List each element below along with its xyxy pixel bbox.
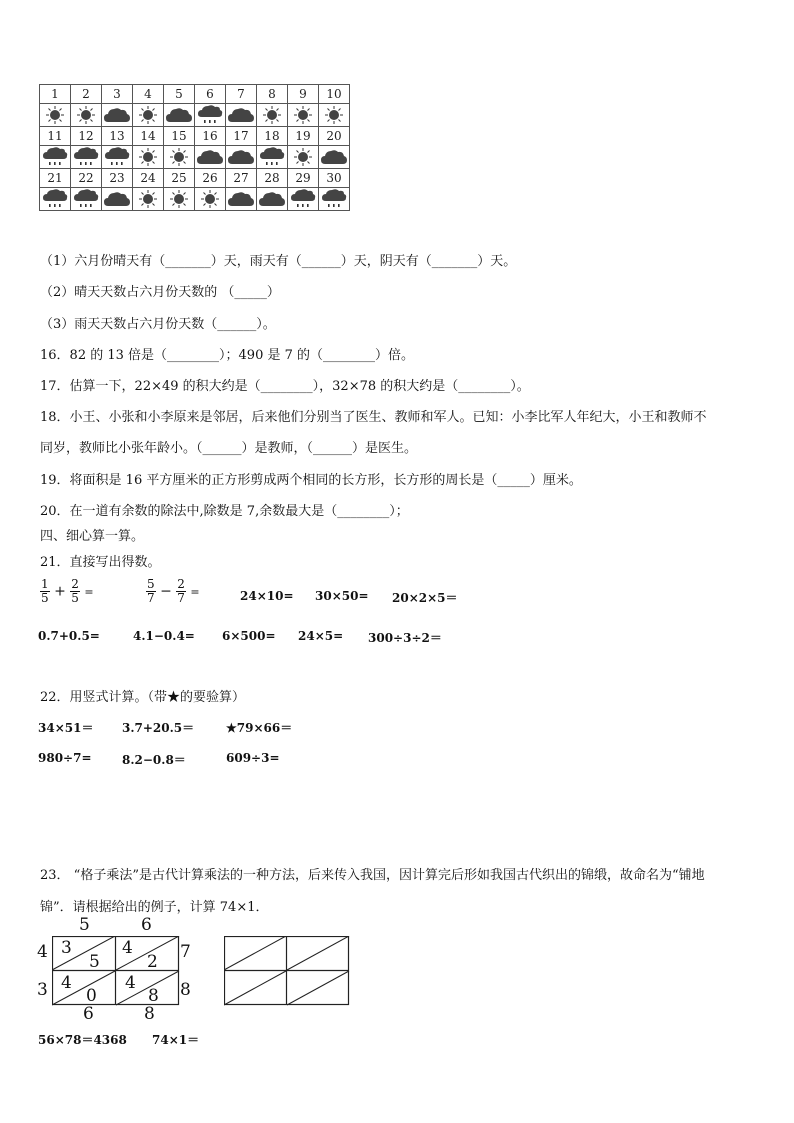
lattice-bottom-digit: 8 bbox=[144, 1004, 155, 1024]
cloud-icon bbox=[226, 146, 257, 169]
rain-cloud-icon bbox=[71, 146, 102, 169]
calendar-day-number: 29 bbox=[288, 169, 319, 188]
question-18-line1: 18．小王、小张和小李原来是邻居，后来他们分别当了医生、教师和军人。已知：小李比军人年纪大，小王和教师不 bbox=[40, 410, 707, 425]
lattice-answer-caption: 74×1＝ bbox=[152, 1033, 200, 1047]
lattice-cell-digit: 4 bbox=[122, 938, 133, 958]
rain-cloud-icon bbox=[40, 146, 71, 169]
calendar-day-number: 10 bbox=[319, 85, 350, 104]
frac2-equals: = bbox=[190, 585, 200, 599]
cloud-icon bbox=[102, 104, 133, 127]
calendar-day-number: 19 bbox=[288, 127, 319, 146]
sun-icon bbox=[164, 188, 195, 211]
lattice-answer-grid[interactable] bbox=[224, 936, 350, 1006]
frac2-numerator-a: 5 bbox=[147, 577, 155, 591]
sun-icon bbox=[133, 146, 164, 169]
calendar-day-number: 14 bbox=[133, 127, 164, 146]
calendar-day-number: 11 bbox=[40, 127, 71, 146]
lattice-cell-digit: 0 bbox=[86, 986, 97, 1006]
oral-calc-item: 6×500= bbox=[222, 629, 276, 643]
lattice-left-digit: 3 bbox=[37, 980, 48, 1000]
calendar-day-number: 23 bbox=[102, 169, 133, 188]
calendar-day-number: 5 bbox=[164, 85, 195, 104]
rain-cloud-icon bbox=[288, 188, 319, 211]
frac1-numerator-a: 1 bbox=[41, 577, 49, 591]
frac2-operator: − bbox=[160, 583, 172, 600]
calendar-day-number: 12 bbox=[71, 127, 102, 146]
lattice-cell-digit: 5 bbox=[89, 952, 100, 972]
question-16: 16．82 的 13 倍是（________）；490 是 7 的（________）倍。 bbox=[40, 348, 415, 363]
calendar-day-number: 17 bbox=[226, 127, 257, 146]
frac1-denominator-a: 5 bbox=[41, 591, 49, 605]
lattice-example-caption: 56×78＝4368 bbox=[38, 1033, 127, 1047]
question-17: 17．估算一下，22×49 的积大约是（________），32×78 的积大约是（________）。 bbox=[40, 379, 530, 394]
calendar-day-number: 20 bbox=[319, 127, 350, 146]
cloud-icon bbox=[257, 188, 288, 211]
q15-part1: （1）六月份晴天有（_______）天，雨天有（______）天，阴天有（_______）天。 bbox=[40, 254, 517, 269]
frac1-operator: + bbox=[54, 583, 66, 600]
calendar-day-number: 4 bbox=[133, 85, 164, 104]
cloud-icon bbox=[319, 146, 350, 169]
vertical-calc-item: 980÷7= bbox=[38, 751, 92, 765]
lattice-top-digit: 6 bbox=[141, 915, 152, 935]
rain-cloud-icon bbox=[257, 146, 288, 169]
calendar-day-number: 13 bbox=[102, 127, 133, 146]
calendar-day-number: 1 bbox=[40, 85, 71, 104]
lattice-cell-digit: 4 bbox=[61, 973, 72, 993]
question-19: 19．将面积是 16 平方厘米的正方形剪成两个相同的长方形，长方形的周长是（_____）厘米。 bbox=[40, 473, 582, 488]
cloud-icon bbox=[164, 104, 195, 127]
rain-cloud-icon bbox=[195, 104, 226, 127]
calendar-day-number: 30 bbox=[319, 169, 350, 188]
cloud-icon bbox=[195, 146, 226, 169]
sun-icon bbox=[71, 104, 102, 127]
calendar-day-number: 27 bbox=[226, 169, 257, 188]
sun-icon bbox=[133, 188, 164, 211]
vertical-calc-item: 3.7+20.5＝ bbox=[122, 721, 195, 735]
rain-cloud-icon bbox=[102, 146, 133, 169]
sun-icon bbox=[257, 104, 288, 127]
calendar-day-number: 6 bbox=[195, 85, 226, 104]
calendar-day-number: 15 bbox=[164, 127, 195, 146]
fraction-expression-1 bbox=[40, 578, 94, 605]
frac1-denominator-b: 5 bbox=[71, 591, 79, 605]
rain-cloud-icon bbox=[40, 188, 71, 211]
lattice-cell-digit: 3 bbox=[61, 938, 72, 958]
vertical-calc-item: 8.2−0.8＝ bbox=[122, 753, 186, 767]
calendar-day-number: 3 bbox=[102, 85, 133, 104]
sun-icon bbox=[319, 104, 350, 127]
oral-calc-item: 300÷3÷2＝ bbox=[368, 631, 442, 645]
sun-icon bbox=[40, 104, 71, 127]
sun-icon bbox=[288, 104, 319, 127]
lattice-right-digit: 7 bbox=[180, 942, 191, 962]
cloud-icon bbox=[226, 104, 257, 127]
rain-cloud-icon bbox=[71, 188, 102, 211]
oral-calc-item: 24×5= bbox=[298, 629, 344, 643]
question-22-title: 22．用竖式计算。（带★的要验算） bbox=[40, 690, 246, 705]
question-18-line2: 同岁，教师比小张年龄小。（______）是教师，（______）是医生。 bbox=[40, 441, 418, 456]
vertical-calc-item: ★79×66＝ bbox=[226, 721, 293, 735]
calendar-day-number: 2 bbox=[71, 85, 102, 104]
lattice-bottom-digit: 6 bbox=[83, 1004, 94, 1024]
q15-part3: （3）雨天天数占六月份天数（______）。 bbox=[40, 317, 276, 332]
oral-calc-item: 24×10= bbox=[240, 589, 294, 603]
sun-icon bbox=[195, 188, 226, 211]
calendar-day-number: 7 bbox=[226, 85, 257, 104]
sun-icon bbox=[288, 146, 319, 169]
sun-icon bbox=[133, 104, 164, 127]
frac2-numerator-b: 2 bbox=[177, 577, 185, 591]
lattice-right-digit: 8 bbox=[180, 980, 191, 1000]
question-20: 20．在一道有余数的除法中,除数是 7,余数最大是（________）； bbox=[40, 504, 409, 519]
weather-calendar bbox=[39, 84, 350, 211]
oral-calc-item: 20×2×5＝ bbox=[392, 591, 458, 605]
calendar-day-number: 22 bbox=[71, 169, 102, 188]
lattice-cell-digit: 8 bbox=[148, 986, 159, 1006]
question-23-line2: 锦”．请根据给出的例子，计算 74×1． bbox=[40, 900, 269, 915]
fraction-expression-2 bbox=[146, 578, 200, 605]
calendar-day-number: 16 bbox=[195, 127, 226, 146]
vertical-calc-item: 34×51＝ bbox=[38, 721, 94, 735]
frac1-equals: = bbox=[84, 585, 94, 599]
calendar-day-number: 24 bbox=[133, 169, 164, 188]
frac2-denominator-b: 7 bbox=[177, 591, 185, 605]
q15-part2: （2）晴天天数占六月份天数的 （_____） bbox=[40, 285, 280, 300]
oral-calc-item: 30×50= bbox=[315, 589, 369, 603]
lattice-cell-digit: 2 bbox=[147, 952, 158, 972]
section-4-heading: 四、细心算一算。 bbox=[40, 529, 145, 544]
calendar-day-number: 18 bbox=[257, 127, 288, 146]
lattice-cell-digit: 4 bbox=[125, 973, 136, 993]
cloud-icon bbox=[102, 188, 133, 211]
question-23-line1: 23． “格子乘法”是古代计算乘法的一种方法，后来传入我国，因计算完后形如我国古代织出的锦缎，故命名为“铺地 bbox=[40, 868, 705, 883]
question-21-title: 21．直接写出得数。 bbox=[40, 555, 161, 570]
calendar-day-number: 28 bbox=[257, 169, 288, 188]
lattice-top-digit: 5 bbox=[79, 915, 90, 935]
calendar-day-number: 21 bbox=[40, 169, 71, 188]
rain-cloud-icon bbox=[319, 188, 350, 211]
calendar-day-number: 26 bbox=[195, 169, 226, 188]
calendar-day-number: 8 bbox=[257, 85, 288, 104]
frac1-numerator-b: 2 bbox=[71, 577, 79, 591]
oral-calc-item: 4.1−0.4= bbox=[133, 629, 195, 643]
cloud-icon bbox=[226, 188, 257, 211]
frac2-denominator-a: 7 bbox=[147, 591, 155, 605]
calendar-day-number: 9 bbox=[288, 85, 319, 104]
oral-calc-item: 0.7+0.5= bbox=[38, 629, 100, 643]
calendar-day-number: 25 bbox=[164, 169, 195, 188]
lattice-left-digit: 4 bbox=[37, 942, 48, 962]
vertical-calc-item: 609÷3= bbox=[226, 751, 280, 765]
sun-icon bbox=[164, 146, 195, 169]
